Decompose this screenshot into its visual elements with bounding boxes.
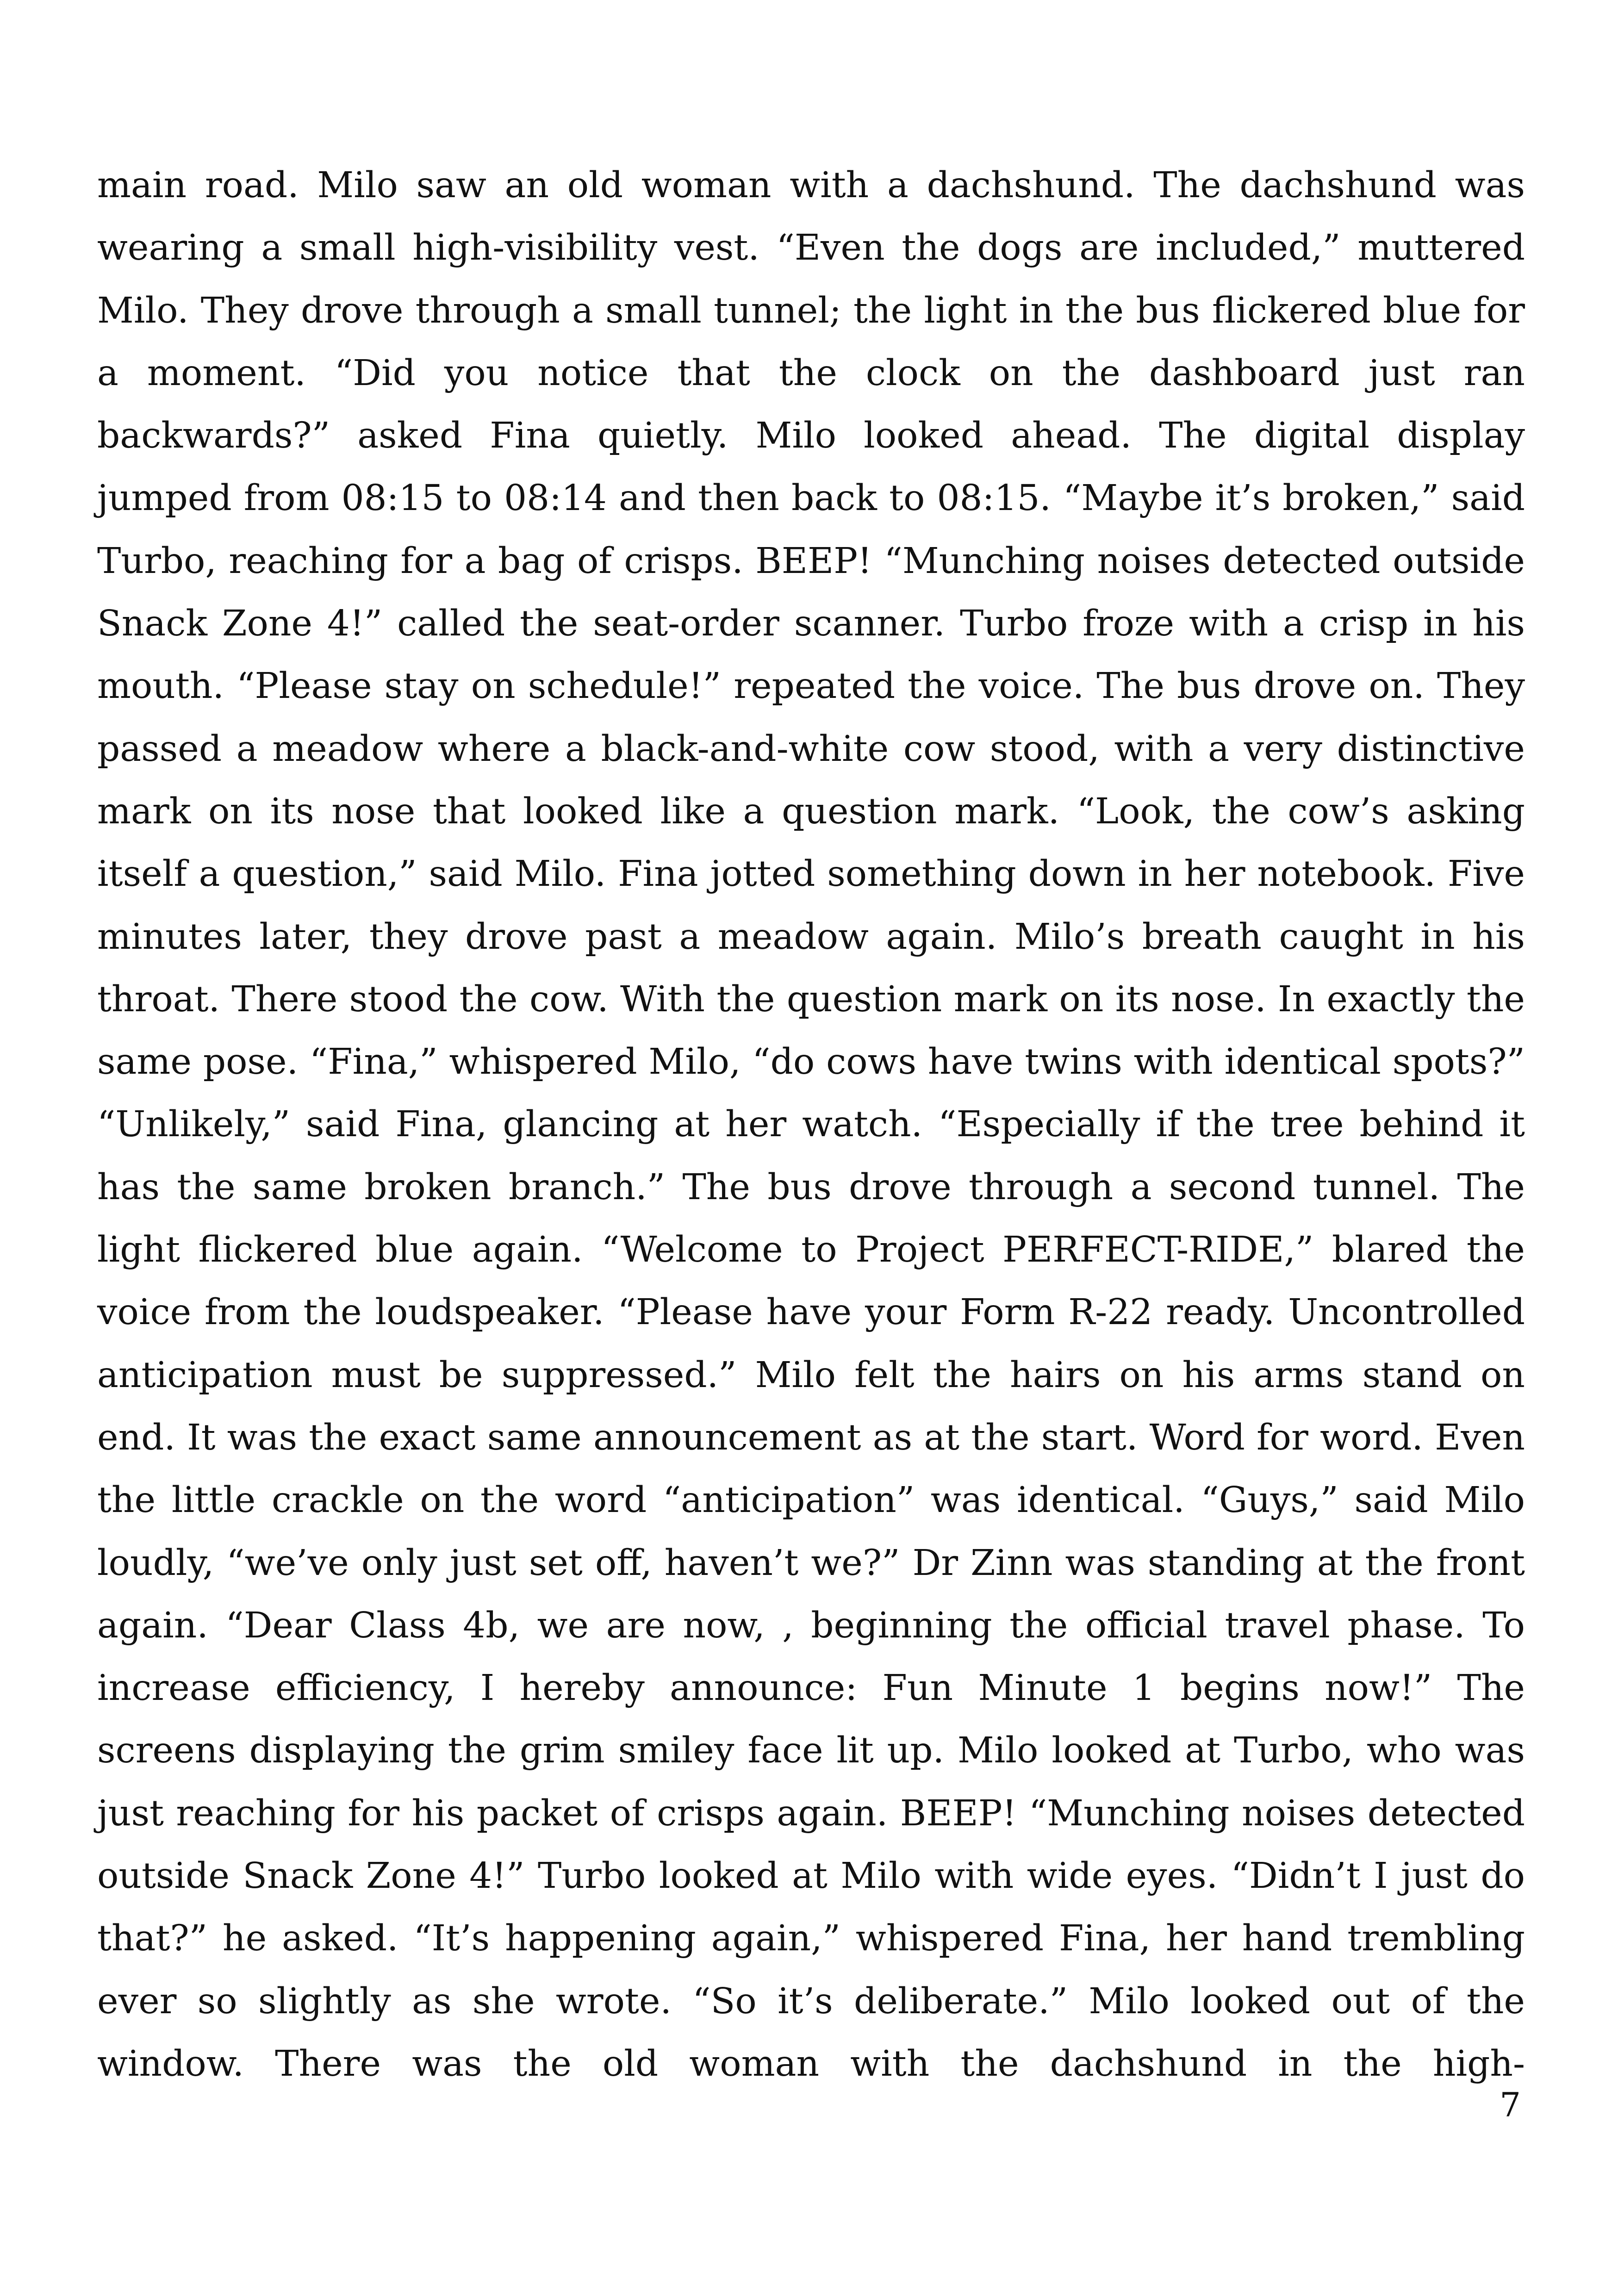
page-number: 7 (1500, 2085, 1521, 2124)
body-text: main road. Milo saw an old woman with a dachshund. The dachshund was wearing a small high-visibility vest. “Even the dogs are included,” muttered Milo. They drove through a small tunnel; the light in the bus flickered blue for a moment. “Did you notice that the clock on the dashboard just ran backwards?” asked Fina quietly. Milo looked ahead. The digital display jumped from 08:15 to 08:14 and then back to 08:15. “Maybe it’s broken,” said Turbo, reaching for a bag of crisps. BEEP! “Munching noises detected outside Snack Zone 4!” called the seat-order scanner. Turbo froze with a crisp in his mouth. “Please stay on schedule!” repeated the voice. The bus drove on. They passed a meadow where a black-and-white cow stood, with a very distinctive mark on its nose that looked like a question mark. “Look, the cow’s asking itself a question,” said Milo. Fina jotted something down in her notebook. Five minutes later, they drove past a meadow again. Milo’s breath caught in his throat. There stood the cow. With the question mark on its nose. In exactly the same pose. “Fina,” whispered Milo, “do cows have twins with identical spots?” “Unlikely,” said Fina, glancing at her watch. “Especially if the tree behind it has the same broken branch.” The bus drove through a second tunnel. The light flickered blue again. “Welcome to Project PERFECT-RIDE,” blared the voice from the loudspeaker. “Please have your Form R-22 ready. Uncontrolled anticipation must be suppressed.” Milo felt the hairs on his arms stand on end. It was the exact same announcement as at the start. Word for word. Even the little crackle on the word “anticipation” was identical. “Guys,” said Milo loudly, “we’ve only just set off, haven’t we?” Dr Zinn was standing at the front again. “Dear Class 4b, we are now, , beginning the official travel phase. To increase efficiency, I hereby announce: Fun Minute 1 begins now!” The screens displaying the grim smiley face lit up. Milo looked at Turbo, who was just reaching for his packet of crisps again. BEEP! “Munching noises detected outside Snack Zone 4!” Turbo looked at Milo with wide eyes. “Didn’t I just do that?” he asked. “It’s happening again,” whispered Fina, her hand trembling ever so slightly as she wrote. “So it’s deliberate.” Milo looked out of the window. There was the old woman with the dachshund in the high- (97, 165, 1525, 2084)
